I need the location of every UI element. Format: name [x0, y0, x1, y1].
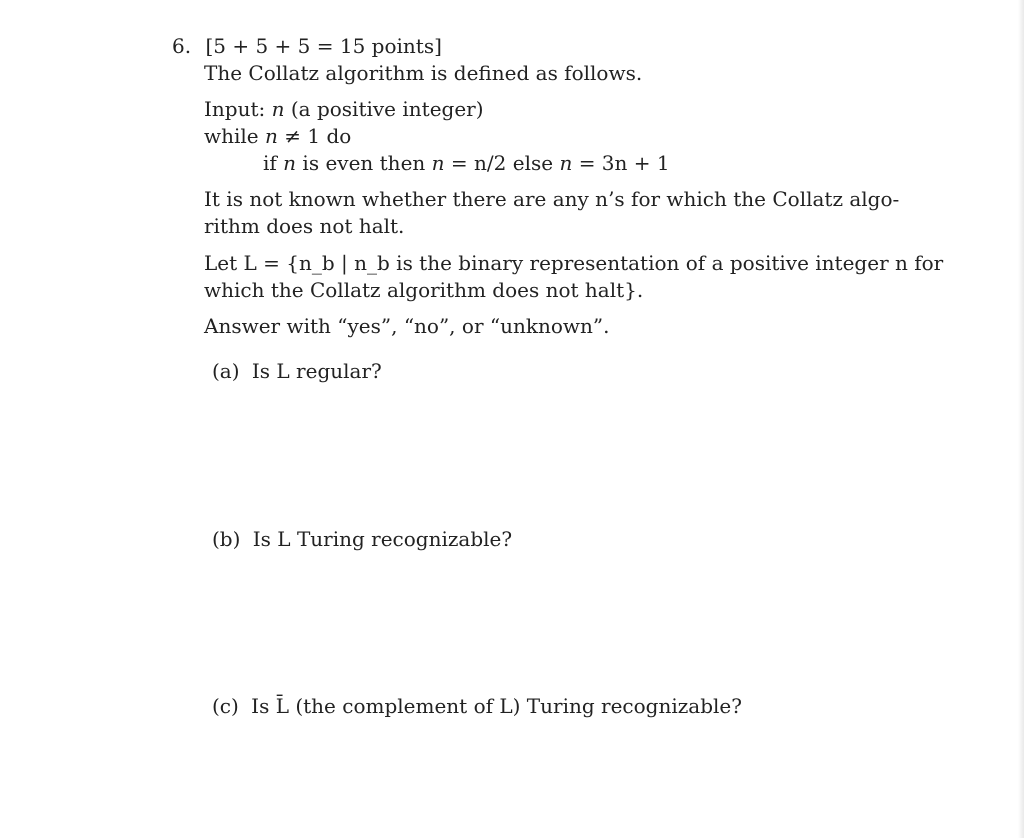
else-keyword: else — [512, 151, 554, 175]
assign1-rest: = n/2 — [450, 151, 507, 175]
page-edge-shadow — [1018, 0, 1024, 838]
answer-instruction: Answer with “yes”, “no”, or “unknown”. — [204, 314, 610, 338]
problem-number: 6. — [172, 34, 192, 58]
while-keyword: while — [204, 124, 259, 148]
question-a-text: Is L regular? — [251, 359, 382, 383]
definition-line-2: which the Collatz algorithm does not halt}. — [204, 278, 644, 302]
assign2-rest: = 3n + 1 — [578, 151, 670, 175]
definition-line-1: Let L = {n_b | n_b is the binary representation of a positive integer n for — [204, 251, 944, 275]
if-mid: is even then — [302, 151, 426, 175]
question-b-label: (b) — [212, 527, 241, 551]
while-cond-rest: ≠ 1 — [284, 124, 321, 148]
input-label: Input: — [204, 97, 266, 121]
problem-header — [172, 33, 442, 59]
algorithm-input-line — [204, 96, 484, 122]
algorithm-while-line — [204, 123, 351, 149]
algorithm-if-line — [263, 150, 670, 176]
while-cond-var: n — [265, 124, 278, 148]
do-keyword: do — [326, 124, 352, 148]
input-desc: (a positive integer) — [290, 97, 484, 121]
assign1-var: n — [431, 151, 445, 175]
points-header: [5 + 5 + 5 = 15 points] — [205, 34, 442, 58]
assign2-var: n — [559, 151, 573, 175]
unknown-note-line-1: It is not known whether there are any n’s for which the Collatz algo- — [204, 187, 900, 211]
intro-text: The Collatz algorithm is defined as follows. — [204, 61, 643, 85]
unknown-note-line-2: rithm does not halt. — [204, 214, 405, 238]
question-b — [212, 526, 512, 552]
if-var: n — [283, 151, 297, 175]
question-c-text: Is L̄ (the complement of L) Turing recognizable? — [251, 694, 742, 718]
if-keyword: if — [263, 151, 277, 175]
question-c — [212, 693, 742, 719]
input-var: n — [271, 97, 285, 121]
question-a-label: (a) — [212, 359, 240, 383]
question-a — [212, 358, 382, 384]
question-b-text: Is L Turing recognizable? — [252, 527, 513, 551]
question-c-label: (c) — [212, 694, 239, 718]
